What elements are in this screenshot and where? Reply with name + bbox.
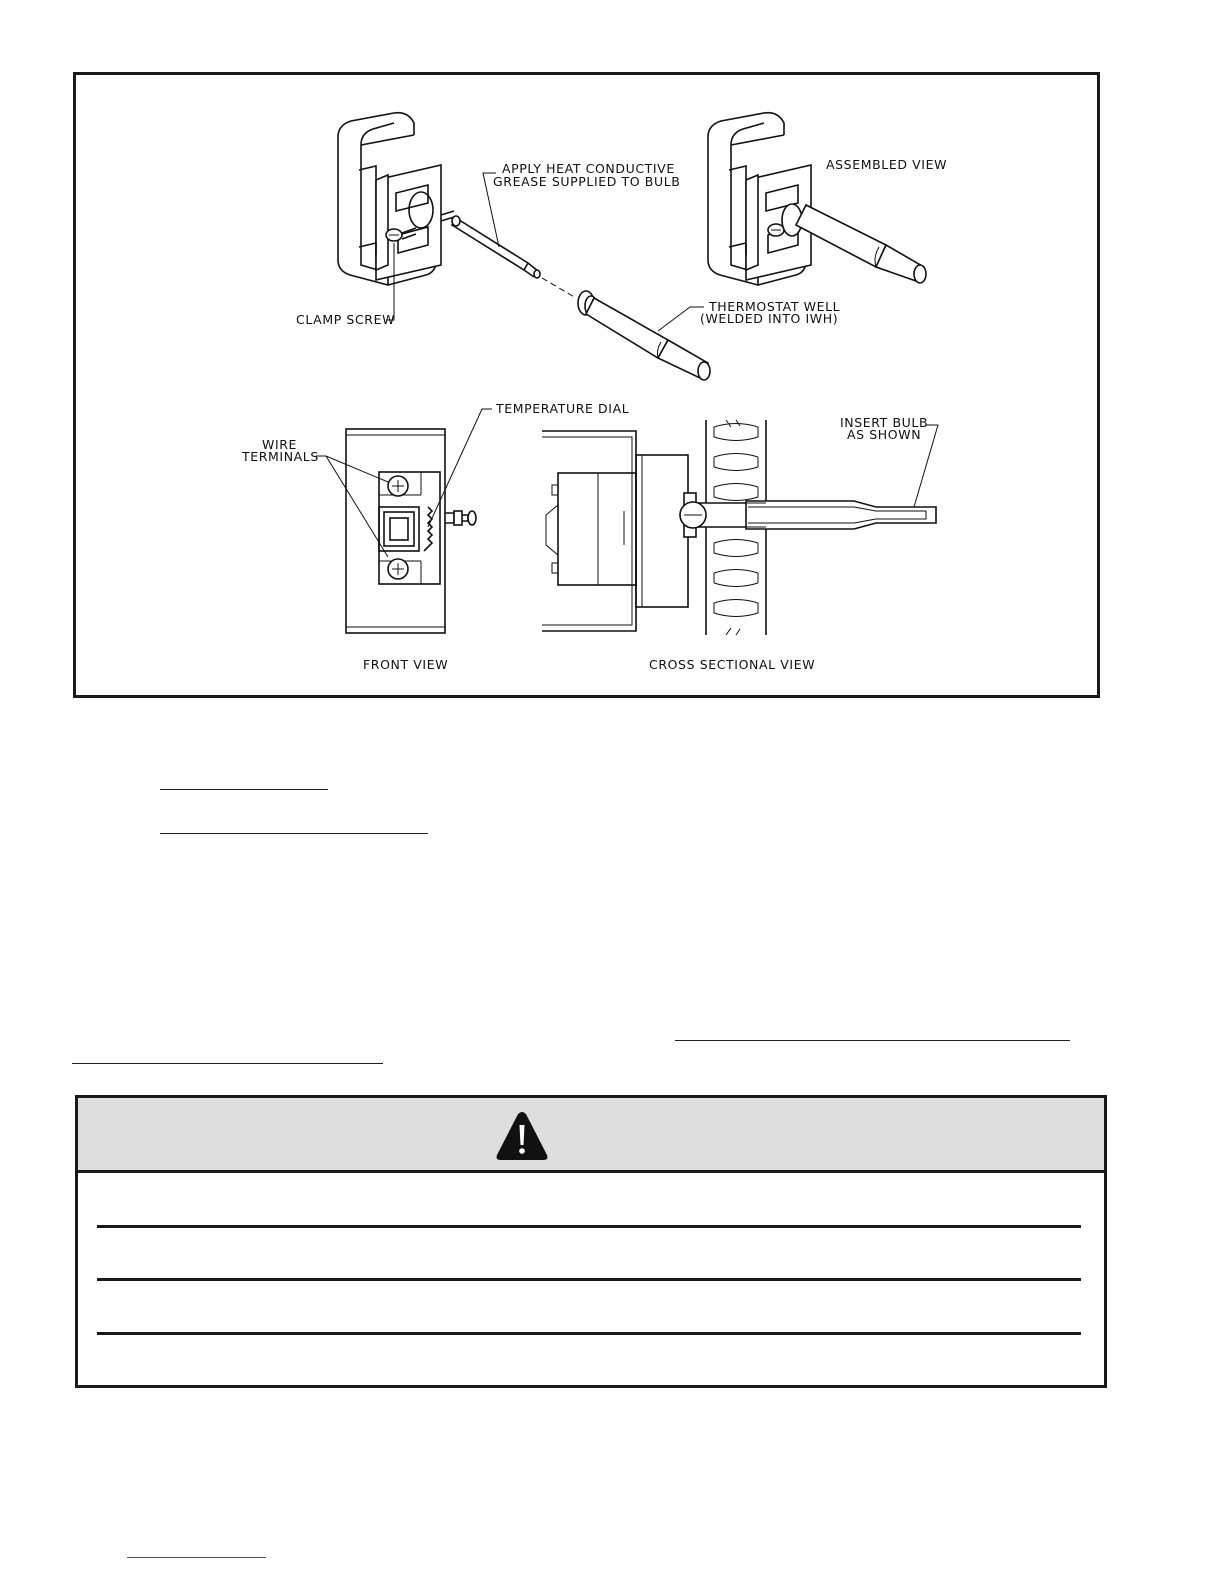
warning-triangle-icon [494,1109,550,1163]
label-assembled-view: ASSEMBLED VIEW [826,157,948,172]
underline-rule [127,1557,266,1558]
underline-rule [675,1040,1070,1041]
warning-divider [97,1332,1081,1335]
warning-box [75,1095,1107,1388]
underline-rule [160,789,328,790]
label-insert-bulb-1: INSERT BULB [840,415,929,430]
underline-rule [72,1063,383,1064]
warning-header [78,1098,1104,1173]
front-view-drawing [346,429,476,633]
label-apply-grease-1: APPLY HEAT CONDUCTIVE [502,161,675,176]
underline-rule [160,833,428,834]
assembled-thermostat-drawing [708,113,926,285]
label-clamp-screw: CLAMP SCREW [296,312,396,327]
label-thermostat-well-1: THERMOSTAT WELL [709,299,841,314]
label-apply-grease-2: GREASE SUPPLIED TO BULB [493,174,681,189]
label-wire-terminals-2: TERMINALS [242,449,319,464]
label-thermostat-well-2: (WELDED INTO IWH) [700,311,839,326]
warning-divider [97,1225,1081,1228]
warning-divider [97,1278,1081,1281]
label-wire-terminals-1: WIRE [262,437,298,452]
label-insert-bulb-2: AS SHOWN [847,427,922,442]
label-temperature-dial: TEMPERATURE DIAL [496,401,630,416]
label-cross-sectional-view: CROSS SECTIONAL VIEW [649,657,816,672]
label-front-view: FRONT VIEW [363,657,449,672]
cross-sectional-drawing [542,420,936,635]
thermostat-installation-figure [73,72,1100,698]
thermostat-diagram [76,75,1097,695]
